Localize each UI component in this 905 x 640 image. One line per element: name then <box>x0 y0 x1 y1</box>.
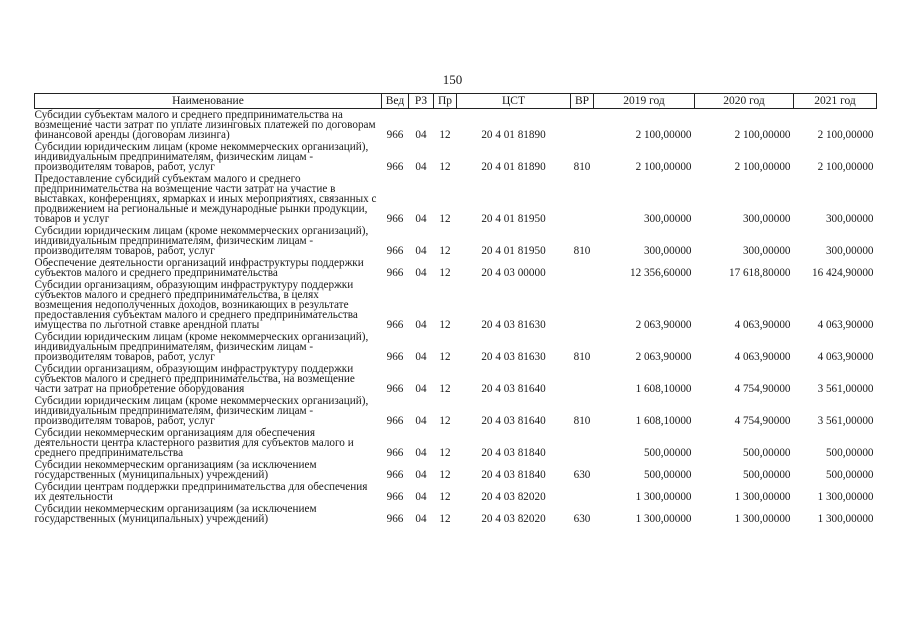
cell-rz: 04 <box>415 447 427 459</box>
cell-cst: 20 4 03 81630 <box>481 319 546 331</box>
table-row <box>35 503 877 525</box>
cell-rz: 04 <box>415 161 427 173</box>
cell-name: Субсидии юридическим лицам (кроме некоммерческих организаций), индивидуальным предпринимателям, физическим лицам - производителям товаров, работ, услуг <box>34 395 369 427</box>
cell-rz: 04 <box>415 415 427 427</box>
column-header-ved: Вед <box>382 94 409 109</box>
cell-ved: 966 <box>386 267 404 279</box>
cell-pr: 12 <box>439 351 451 363</box>
cell-ved: 966 <box>386 383 404 395</box>
cell-2019: 300,00000 <box>643 213 692 225</box>
cell-rz: 04 <box>415 491 427 503</box>
cell-vr <box>571 427 594 459</box>
column-header-name: Наименование <box>35 94 382 109</box>
cell-rz: 04 <box>415 383 427 395</box>
column-header-vr: ВР <box>571 94 594 109</box>
cell-rz: 04 <box>415 319 427 331</box>
table-row <box>35 363 877 395</box>
cell-2021: 300,00000 <box>825 213 874 225</box>
cell-cst: 20 4 01 81890 <box>481 129 546 141</box>
cell-2021: 16 424,90000 <box>811 267 874 279</box>
cell-2021: 500,00000 <box>825 469 874 481</box>
cell-2020: 2 100,00000 <box>734 129 791 141</box>
cell-rz: 04 <box>415 267 427 279</box>
column-header-rz: РЗ <box>409 94 434 109</box>
cell-ved: 966 <box>386 319 404 331</box>
cell-2019: 2 063,90000 <box>635 319 692 331</box>
cell-2020: 17 618,80000 <box>728 267 791 279</box>
cell-cst: 20 4 03 81640 <box>481 415 546 427</box>
cell-2020: 1 300,00000 <box>734 491 791 503</box>
cell-2019: 2 100,00000 <box>635 129 692 141</box>
cell-vr: 630 <box>573 469 591 481</box>
cell-2021: 1 300,00000 <box>817 513 874 525</box>
cell-pr: 12 <box>439 213 451 225</box>
cell-cst: 20 4 01 81950 <box>481 245 546 257</box>
cell-vr: 810 <box>573 161 591 173</box>
cell-pr: 12 <box>439 513 451 525</box>
table-row <box>35 481 877 503</box>
cell-vr <box>571 363 594 395</box>
cell-name: Субсидии субъектам малого и среднего предпринимательства на возмещение части затрат по уплате лизинговых платежей по договорам финансовой аренды (договорам лизинга) <box>34 109 376 141</box>
cell-2020: 4 754,90000 <box>734 383 791 395</box>
cell-2020: 300,00000 <box>742 213 791 225</box>
cell-2019: 12 356,60000 <box>629 267 692 279</box>
cell-vr <box>571 257 594 279</box>
table-row <box>35 459 877 481</box>
cell-rz: 04 <box>415 129 427 141</box>
cell-name: Обеспечение деятельности организаций инфраструктуры поддержки субъектов малого и среднего предпринимательства <box>34 257 364 279</box>
cell-cst: 20 4 01 81890 <box>481 161 546 173</box>
cell-2019: 2 100,00000 <box>635 161 692 173</box>
cell-name: Субсидии юридическим лицам (кроме некоммерческих организаций), индивидуальным предпринимателям, физическим лицам - производителям товаров, работ, услуг <box>34 141 369 173</box>
table-row <box>35 395 877 427</box>
cell-2021: 300,00000 <box>825 245 874 257</box>
cell-pr: 12 <box>439 267 451 279</box>
cell-2019: 1 300,00000 <box>635 491 692 503</box>
cell-2019: 1 608,10000 <box>635 383 692 395</box>
column-header-2021: 2021 год <box>794 94 877 109</box>
cell-rz: 04 <box>415 351 427 363</box>
cell-name: Субсидии организациям, образующим инфраструктуру поддержки субъектов малого и среднего предпринимательства, в целях возмещения недополученных доходов, возникающих в результате предоставления субъектам малого и среднего предпринимательства имущества по льготной ставке арендной платы <box>34 279 358 331</box>
cell-2019: 500,00000 <box>643 447 692 459</box>
cell-cst: 20 4 03 82020 <box>481 513 546 525</box>
cell-2021: 2 100,00000 <box>817 129 874 141</box>
cell-2019: 1 300,00000 <box>635 513 692 525</box>
column-header-2019: 2019 год <box>594 94 695 109</box>
cell-ved: 966 <box>386 491 404 503</box>
cell-cst: 20 4 03 81640 <box>481 383 546 395</box>
cell-name: Субсидии юридическим лицам (кроме некоммерческих организаций), индивидуальным предпринимателям, физическим лицам - производителям товаров, работ, услуг <box>34 225 369 257</box>
cell-2020: 4 754,90000 <box>734 415 791 427</box>
cell-name: Субсидии некоммерческим организациям (за исключением государственных (муниципальных) учреждений) <box>34 503 317 525</box>
cell-pr: 12 <box>439 161 451 173</box>
table-row <box>35 427 877 459</box>
cell-ved: 966 <box>386 447 404 459</box>
table-row <box>35 257 877 279</box>
cell-ved: 966 <box>386 129 404 141</box>
cell-pr: 12 <box>439 447 451 459</box>
cell-rz: 04 <box>415 245 427 257</box>
cell-pr: 12 <box>439 491 451 503</box>
cell-2020: 300,00000 <box>742 245 791 257</box>
cell-2019: 2 063,90000 <box>635 351 692 363</box>
cell-ved: 966 <box>386 213 404 225</box>
cell-rz: 04 <box>415 469 427 481</box>
cell-vr <box>571 109 594 142</box>
table-row <box>35 109 877 142</box>
table-body <box>35 109 877 526</box>
cell-cst: 20 4 03 81630 <box>481 351 546 363</box>
cell-2020: 1 300,00000 <box>734 513 791 525</box>
cell-cst: 20 4 03 82020 <box>481 491 546 503</box>
cell-2020: 500,00000 <box>742 469 791 481</box>
cell-2021: 3 561,00000 <box>817 415 874 427</box>
cell-ved: 966 <box>386 245 404 257</box>
cell-ved: 966 <box>386 351 404 363</box>
cell-name: Субсидии некоммерческим организациям для обеспечения деятельности центра кластерного развития для субъектов малого и среднего предпринимательства <box>34 427 354 459</box>
cell-ved: 966 <box>386 469 404 481</box>
cell-name: Субсидии центрам поддержки предпринимательства для обеспечения их деятельности <box>34 481 368 503</box>
cell-vr <box>571 173 594 225</box>
table-row <box>35 141 877 173</box>
column-header-2020: 2020 год <box>695 94 794 109</box>
cell-pr: 12 <box>439 319 451 331</box>
cell-vr: 810 <box>573 245 591 257</box>
page-number: 150 <box>442 72 463 87</box>
table-row <box>35 331 877 363</box>
table-row <box>35 225 877 257</box>
cell-2020: 4 063,90000 <box>734 351 791 363</box>
cell-vr: 810 <box>573 351 591 363</box>
cell-name: Субсидии организациям, образующим инфраструктуру поддержки субъектов малого и среднего предпринимательства, на возмещение части затрат на приобретение оборудования <box>34 363 355 395</box>
cell-rz: 04 <box>415 513 427 525</box>
cell-vr <box>571 279 594 331</box>
cell-2021: 500,00000 <box>825 447 874 459</box>
cell-2019: 300,00000 <box>643 245 692 257</box>
column-header-cst: ЦСТ <box>457 94 571 109</box>
cell-2021: 1 300,00000 <box>817 491 874 503</box>
cell-vr <box>571 481 594 503</box>
cell-2020: 4 063,90000 <box>734 319 791 331</box>
cell-pr: 12 <box>439 415 451 427</box>
cell-pr: 12 <box>439 469 451 481</box>
cell-cst: 20 4 03 81840 <box>481 469 546 481</box>
cell-ved: 966 <box>386 415 404 427</box>
table-header-row <box>35 94 877 109</box>
cell-ved: 966 <box>386 513 404 525</box>
cell-cst: 20 4 01 81950 <box>481 213 546 225</box>
cell-2020: 2 100,00000 <box>734 161 791 173</box>
cell-2020: 500,00000 <box>742 447 791 459</box>
cell-pr: 12 <box>439 245 451 257</box>
cell-rz: 04 <box>415 213 427 225</box>
cell-cst: 20 4 03 81840 <box>481 447 546 459</box>
table-row <box>35 173 877 225</box>
cell-2021: 4 063,90000 <box>817 319 874 331</box>
cell-name: Предоставление субсидий субъектам малого и среднего предпринимательства на возмещение части затрат на участие в выставках, конференциях, ярмарках и иных мероприятиях, связанных с продвижением на региональные и международные рынки продукции, товаров и услуг <box>34 173 377 225</box>
cell-ved: 966 <box>386 161 404 173</box>
cell-pr: 12 <box>439 129 451 141</box>
cell-name: Субсидии некоммерческим организациям (за исключением государственных (муниципальных) учреждений) <box>34 459 317 481</box>
cell-vr: 810 <box>573 415 591 427</box>
cell-pr: 12 <box>439 383 451 395</box>
cell-2019: 500,00000 <box>643 469 692 481</box>
cell-vr: 630 <box>573 513 591 525</box>
cell-cst: 20 4 03 00000 <box>481 267 546 279</box>
cell-2019: 1 608,10000 <box>635 415 692 427</box>
cell-name: Субсидии юридическим лицам (кроме некоммерческих организаций), индивидуальным предпринимателям, физическим лицам - производителям товаров, работ, услуг <box>34 331 369 363</box>
budget-table <box>34 93 877 525</box>
cell-2021: 2 100,00000 <box>817 161 874 173</box>
cell-2021: 4 063,90000 <box>817 351 874 363</box>
column-header-pr: Пр <box>434 94 457 109</box>
table-row <box>35 279 877 331</box>
cell-2021: 3 561,00000 <box>817 383 874 395</box>
